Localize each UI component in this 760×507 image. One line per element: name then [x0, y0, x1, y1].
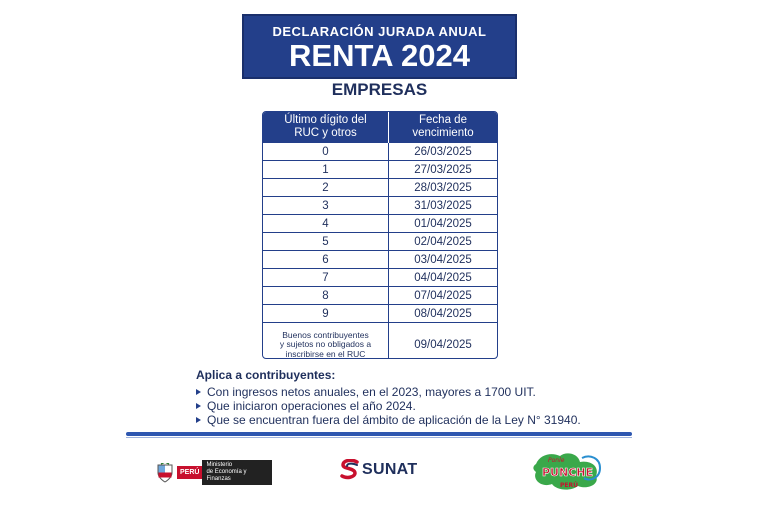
list-item: Con ingresos netos anuales, en el 2023, mayores a 1700 UIT.: [196, 385, 581, 399]
table-row: [263, 143, 497, 161]
digit-cell: 0: [263, 143, 389, 161]
logo-text-punche: PUNCHE: [542, 466, 593, 479]
sunat-mark-icon: [340, 459, 360, 481]
sunat-logo: [340, 459, 417, 481]
footer-divider: [126, 432, 632, 436]
table-row: [263, 179, 497, 197]
digit-cell: 6: [263, 251, 389, 269]
date-cell: 07/04/2025: [389, 287, 498, 305]
date-cell: 28/03/2025: [389, 179, 498, 197]
table-row-special: [263, 323, 497, 360]
logo-text-peru: PERÚ: [560, 482, 578, 489]
peru-label: PERÚ: [177, 466, 202, 479]
title-banner: [242, 14, 517, 79]
banner-subtitle: DECLARACIÓN JURADA ANUAL: [272, 24, 487, 39]
digit-cell: 1: [263, 161, 389, 179]
digit-cell: 2: [263, 179, 389, 197]
table-row: [263, 197, 497, 215]
date-cell: 09/04/2025: [389, 323, 498, 360]
table-row: [263, 287, 497, 305]
table-header-row: [263, 112, 497, 143]
date-cell: 01/04/2025: [389, 215, 498, 233]
digit-cell: 3: [263, 197, 389, 215]
date-cell: 08/04/2025: [389, 305, 498, 323]
date-cell: 26/03/2025: [389, 143, 498, 161]
date-cell: 02/04/2025: [389, 233, 498, 251]
table-row: [263, 251, 497, 269]
list-item: Que se encuentran fuera del ámbito de aplicación de la Ley N° 31940.: [196, 413, 581, 427]
table-row: [263, 269, 497, 287]
table-row: [263, 161, 497, 179]
applies-section: [196, 368, 581, 427]
date-cell: 04/04/2025: [389, 269, 498, 287]
table-row: [263, 305, 497, 323]
bullet-icon: [196, 403, 201, 409]
banner-title: RENTA 2024: [289, 38, 470, 73]
ministry-label: Ministerio de Economía y Finanzas: [202, 460, 272, 485]
ponle-punche-logo: [530, 450, 604, 492]
digit-cell: 7: [263, 269, 389, 287]
table-row: [263, 233, 497, 251]
schedule-table: [262, 111, 498, 359]
logo-text-ponle: Ponle: [548, 457, 565, 464]
table-row: [263, 215, 497, 233]
digit-cell: 9: [263, 305, 389, 323]
footer-divider-thin: [126, 437, 632, 438]
date-cell: 03/04/2025: [389, 251, 498, 269]
digit-cell: 8: [263, 287, 389, 305]
date-cell: 31/03/2025: [389, 197, 498, 215]
bullet-icon: [196, 417, 201, 423]
header-date: Fecha de vencimiento: [389, 112, 498, 143]
coat-of-arms-icon: [157, 463, 173, 483]
special-label-cell: Buenos contribuyentes y sujetos no obligados a inscribirse en el RUC: [263, 323, 389, 360]
section-title: EMPRESAS: [331, 80, 428, 99]
mef-logo: [157, 460, 272, 485]
digit-cell: 4: [263, 215, 389, 233]
header-digit: Último dígito del RUC y otros: [263, 112, 389, 143]
list-item: Que iniciaron operaciones el año 2024.: [196, 399, 581, 413]
applies-title: Aplica a contribuyentes:: [196, 368, 336, 382]
date-cell: 27/03/2025: [389, 161, 498, 179]
digit-cell: 5: [263, 233, 389, 251]
bullet-icon: [196, 389, 201, 395]
sunat-wordmark: SUNAT: [362, 461, 418, 478]
